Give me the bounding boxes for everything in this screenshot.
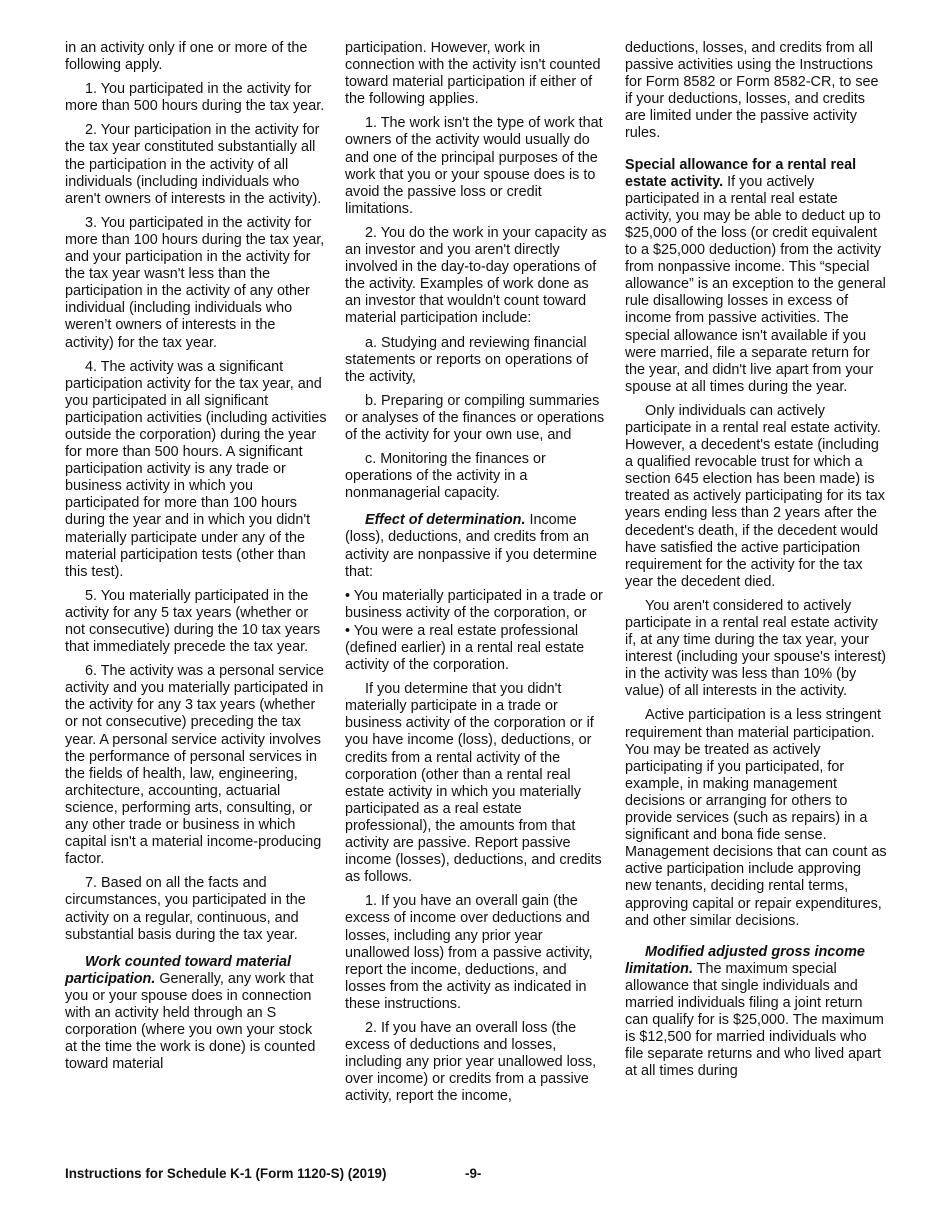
test-1: 1. You participated in the activity for more than 500 hours during the tax year. <box>65 81 325 115</box>
footer-title: Instructions for Schedule K-1 (Form 1120-S) (2019) <box>65 1166 387 1181</box>
work-counted-body: Generally, any work that you or your spouse does in connection with an activity held through an S corporation (where you own your stock at the time the work is done) is counted toward material <box>65 970 316 1073</box>
bullet-item: • You materially participated in a trade or business activity of the corporation, or <box>345 587 603 621</box>
paragraph: If you determine that you didn't materially participate in a trade or business activity of the corporation or if you have income (loss), deductions, or credits from a rental activity of the corporation (other than a rental real estate activity in which you materially participated as a real estate professional), the amounts from that activity are passive. Report passive income (losses), deductions, and credits as follows. <box>345 681 602 886</box>
paragraph: Only individuals can actively participate in a rental real estate activity. However, a decedent's estate (including a qualified revocable trust for which a section 645 election has been made) is treated as actively participating for its tax years ending less than 2 years after the decedent's death, if the decedent would have satisfied the active participation requirement for the activity for the tax year the decedent died. <box>625 402 885 590</box>
column-3 <box>625 40 887 1087</box>
paragraph: in an activity only if one or more of the following apply. <box>65 40 308 74</box>
effect-body: Income (loss), deductions, and credits from an activity are nonpassive if you determine that: <box>345 512 597 580</box>
test-4: 4. The activity was a significant participation activity for the tax year, and you participated in all significant participation activities (including activities outside the corporation) during the year for more than 500 hours. A significant participation activity is any trade or business activity in which you participated for more than 100 hours during the year and in which you didn't materially participate under any of the material participation tests (other than this test). <box>65 358 327 580</box>
test-2: 2. Your participation in the activity for the tax year constituted substantially all the participation in the activity of all individuals (including individuals who aren't owners of interests in the activity). <box>65 122 322 207</box>
page-footer <box>65 1166 482 1181</box>
test-3: 3. You participated in the activity for more than 100 hours during the tax year, and your participation in the activity for the tax year wasn't less than the participation in the activity of any other individual (including individuals who weren’t owners of interests in the activity) for the tax year. <box>65 214 325 351</box>
column-1 <box>65 40 327 1080</box>
test-7: 7. Based on all the facts and circumstances, you participated in the activity on a regular, continuous, and substantial basis during the tax year. <box>65 875 306 943</box>
exception-1: 1. The work isn't the type of work that owners of the activity would usually do and one of the principal purposes of the work that you or your spouse does is to avoid the passive loss or credit limitations. <box>345 115 603 217</box>
special-allowance-paragraph <box>625 157 887 396</box>
effect-paragraph <box>345 512 607 580</box>
paragraph: deductions, losses, and credits from all passive activities using the Instructions for Form 8582 or Form 8582-CR, to see if your deductions, losses, and credits are limited under the passive activity rules. <box>625 40 879 142</box>
example-c: c. Monitoring the finances or operations of the activity in a nonmanagerial capacity. <box>345 451 546 502</box>
paragraph: You aren't considered to actively participate in a rental real estate activity if, at any time during the tax year, your interest (including your spouse's interest) in the activity was less than 10% (by value) of all interests in the activity. <box>625 597 887 700</box>
effect-heading: Effect of determination. <box>365 512 526 529</box>
bullet-item: • You were a real estate professional (defined earlier) in a rental real estate activity of the corporation. <box>345 622 585 674</box>
rule-2: 2. If you have an overall loss (the excess of deductions and losses, including any prior year unallowed loss, over income) or credits from a passive activity, report the income, <box>345 1019 597 1105</box>
magi-heading: Modified adjusted gross income limitation. <box>625 943 865 977</box>
example-b: b. Preparing or compiling summaries or analyses of the finances or operations of the activity for your own use, and <box>345 392 605 443</box>
work-counted-paragraph <box>65 954 327 1074</box>
paragraph: Active participation is a less stringent requirement than material participation. You may be treated as actively participating if you participated, for example, in making management decisions or arranging for others to provide services (such as repairs) in a significant and bona fide sense. Management decisions that can count as active participation include approving new tenants, deciding rental terms, approving capital or repair expenditures, and other similar decisions. <box>625 707 887 929</box>
special-allowance-body: If you actively participated in a rental real estate activity, you may be able to deduct up to $25,000 of the loss (or credit equivalent to a $25,000 deduction) from the activity from nonpassive income. This “special allowance” is an exception to the general rule disallowing losses in excess of income from passive activities. The special allowance isn't available if you were married, file a separate return for the year, and didn't live apart from your spouse at all times during the year. <box>625 173 886 395</box>
test-5: 5. You materially participated in the activity for any 5 tax years (whether or not consecutive) during the 10 tax years that immediately precede the tax year. <box>65 587 321 656</box>
paragraph: participation. However, work in connection with the activity isn't counted toward material participation if either of the following applies. <box>345 40 601 108</box>
exception-2: 2. You do the work in your capacity as an investor and you aren't directly involved in the day-to-day operations of the activity. Examples of work done as an investor that wouldn't count toward material participation include: <box>345 224 607 327</box>
magi-paragraph <box>625 944 887 1081</box>
work-counted-heading: Work counted toward material participation. <box>65 953 292 987</box>
rule-1: 1. If you have an overall gain (the excess of income over deductions and losses, including any prior year unallowed loss) from a passive activity, report the income, deductions, and losses from the activity as indicated in these instructions. <box>345 893 593 1012</box>
special-allowance-heading: Special allowance for a rental real estate activity. <box>625 156 857 190</box>
magi-body: The maximum special allowance that single individuals and married individuals filing a joint return can qualify for is $25,000. The maximum is $12,500 for married individuals who file separate returns and who lived apart at all times during <box>625 960 884 1080</box>
test-6: 6. The activity was a personal service activity and you materially participated in the activity for any 3 tax years (whether or not consecutive) preceding the tax year. A personal service activity involves the performance of personal services in the fields of health, law, engineering, architecture, accounting, actuarial science, performing arts, consulting, or any other trade or business in which capital isn't a material income-producing factor. <box>65 663 324 868</box>
page-number: -9- <box>465 1166 482 1181</box>
column-2 <box>345 40 607 1112</box>
example-a: a. Studying and reviewing financial statements or reports on operations of the activity, <box>345 334 589 385</box>
